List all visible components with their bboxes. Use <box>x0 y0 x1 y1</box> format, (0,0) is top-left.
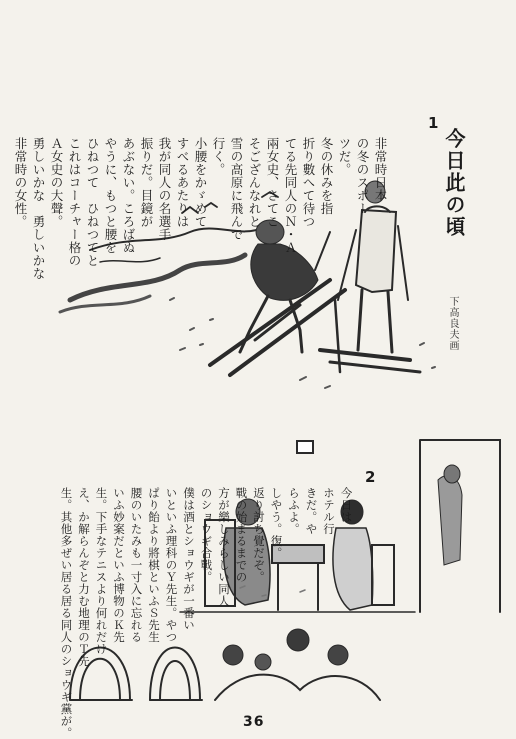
text-column: 行く。 <box>211 137 226 176</box>
text-column: 生。下手なテニスより何れだけ <box>94 487 109 655</box>
text-column: きだ。や <box>304 487 319 535</box>
text-column: 小腰をかゞめて <box>193 137 208 228</box>
text-column: 勇しいかな 勇しいかな <box>31 137 46 280</box>
text-column: 戰の始まるまでの <box>234 487 249 583</box>
panel-number: 2 <box>365 468 376 486</box>
text-column: え、か解らんぞと力む地理のＴ先 <box>77 487 91 667</box>
panel-1-text <box>13 44 407 280</box>
text-column: 冬の休みを指 <box>319 137 334 215</box>
page-number: 36 <box>243 714 265 730</box>
panel-title: 今日此の頃 <box>442 128 466 238</box>
text-column: 雪の高原に飛んで <box>229 137 244 241</box>
panel-number: 1 <box>428 114 439 132</box>
text-column: あぶない。ころばぬ <box>121 137 136 254</box>
text-column: らふよ。 <box>287 487 301 535</box>
text-column: 兩女史、さてこ <box>265 137 280 228</box>
text-column: 今日は <box>339 487 354 523</box>
text-column: ツだ。 <box>337 137 352 176</box>
text-column: しやう。復。 <box>269 487 284 559</box>
text-column: 生。其他多ぜい居る居る同人のショウギ黨が。 <box>59 487 74 739</box>
text-column: てる先同人のＮ・Ａ <box>283 137 298 254</box>
text-column: Ａ女史の大聲。 <box>49 137 64 228</box>
text-column: ホテル行 <box>322 487 336 535</box>
text-column: 振りだ。目鏡が <box>139 137 154 228</box>
text-column: 方が樂しみらしい同人 <box>217 487 231 607</box>
text-column: いといふ理科のＹ先生。やつ <box>164 487 179 643</box>
text-column: 非常時の女性。 <box>13 137 28 228</box>
text-column: 返り討ち覺だぞ。 <box>252 487 266 583</box>
text-column: の冬のスポー <box>355 137 370 215</box>
text-column: のショウギ合戰。 <box>199 487 214 583</box>
text-column: 僕は酒とショウギが一番い <box>182 487 196 631</box>
text-column: 非常時日本 <box>373 137 388 202</box>
text-column: 折り數へて待つ <box>301 137 316 228</box>
text-column: いふ妙案だといふ博物のＫ先 <box>112 487 126 643</box>
text-column: 腰のいたみも一寸入に忘れる <box>129 487 144 643</box>
text-column: 我が同人の名選手 <box>157 137 172 241</box>
text-column: そござんなれと <box>247 137 262 228</box>
text-column: すべるあたりは <box>175 137 190 228</box>
text-column: これはコーチャー格の <box>67 137 82 267</box>
text-column: やうに、もつと腰を <box>103 137 118 254</box>
artist-signature: 下高良夫画 <box>447 296 458 351</box>
text-column: ぱり飴より將棋といふＳ先生 <box>147 487 161 643</box>
text-column: ひねつて ひねつてと <box>85 137 100 267</box>
